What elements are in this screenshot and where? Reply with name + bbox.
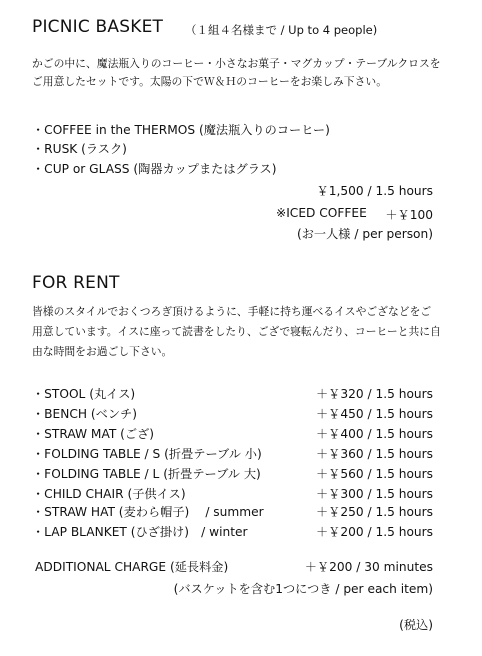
- rent-item-price: ＋￥360 / 1.5 hours: [315, 447, 433, 461]
- rent-item-name: ・FOLDING TABLE / S (折畳テーブル 小): [32, 447, 262, 461]
- iced-coffee-price: ＋￥100: [385, 208, 433, 222]
- picnic-description-line-2: ご用意したセットです。太陽の下でＷ＆Ｈのコーヒーをお楽しみ下さい。: [32, 75, 387, 88]
- picnic-title: PICNIC BASKET: [32, 17, 164, 37]
- picnic-item: ・COFFEE in the THERMOS (魔法瓶入りのコーヒー): [32, 123, 330, 137]
- rent-item-name: ・STOOL (丸イス): [32, 387, 136, 401]
- picnic-price: ￥1,500 / 1.5 hours: [316, 184, 433, 198]
- rent-description-line-2: 用意しています。イスに座って読書をしたり、ござで寝転んだり、コーヒーと共に自: [32, 325, 441, 338]
- additional-charge-note: (バスケットを含む1つにつき / per each item): [173, 582, 433, 596]
- rent-item-name: ・STRAW MAT (ござ): [32, 427, 155, 441]
- tax-included-note: (税込): [399, 618, 433, 632]
- picnic-item: ・RUSK (ラスク): [32, 142, 127, 156]
- rent-item-price: ＋￥560 / 1.5 hours: [315, 467, 433, 481]
- rent-item-name: ・BENCH (ベンチ): [32, 407, 137, 421]
- rent-item-name: ・LAP BLANKET (ひざ掛け) / winter: [32, 525, 248, 539]
- rent-item-name: ・STRAW HAT (麦わら帽子) / summer: [32, 505, 264, 519]
- rent-item-price: ＋￥250 / 1.5 hours: [315, 505, 433, 519]
- rent-item-name: ・FOLDING TABLE / L (折畳テーブル 大): [32, 467, 261, 481]
- additional-charge-price: ＋￥200 / 30 minutes: [304, 560, 433, 574]
- rent-description-line-3: 由な時間をお過ごし下さい。: [32, 345, 173, 358]
- picnic-capacity-note: （１組４名様まで / Up to 4 people): [185, 23, 378, 37]
- iced-coffee-label: ※ICED COFFEE: [276, 206, 367, 220]
- rent-item-price: ＋￥200 / 1.5 hours: [315, 525, 433, 539]
- additional-charge-label: ADDITIONAL CHARGE (延長料金): [35, 560, 229, 574]
- per-person-note: (お一人様 / per person): [296, 227, 433, 241]
- picnic-item: ・CUP or GLASS (陶器カップまたはグラス): [32, 162, 277, 176]
- picnic-description-line-1: かごの中に、魔法瓶入りのコーヒー・小さなお菓子・マグカップ・テーブルクロスを: [32, 57, 441, 70]
- rent-item-price: ＋￥320 / 1.5 hours: [315, 387, 433, 401]
- rent-description-line-1: 皆様のスタイルでおくつろぎ頂けるように、手軽に持ち運べるイスやござなどをご: [32, 305, 432, 318]
- rent-title: FOR RENT: [32, 273, 120, 293]
- rent-item-price: ＋￥300 / 1.5 hours: [315, 487, 433, 501]
- rent-item-price: ＋￥400 / 1.5 hours: [315, 427, 433, 441]
- rent-item-name: ・CHILD CHAIR (子供イス): [32, 487, 186, 501]
- rent-item-price: ＋￥450 / 1.5 hours: [315, 407, 433, 421]
